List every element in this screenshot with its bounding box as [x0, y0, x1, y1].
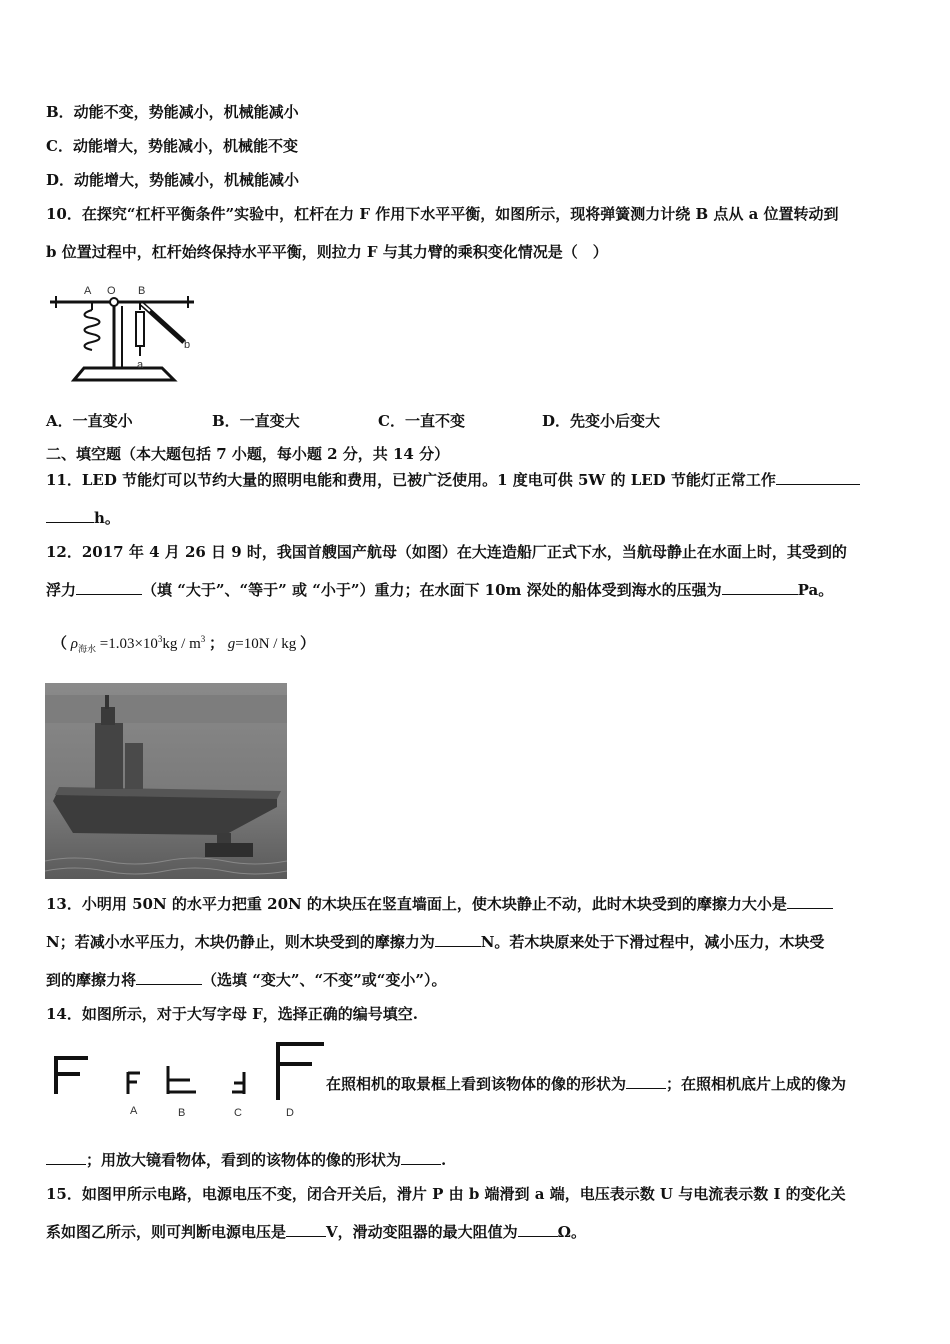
- letter-f-label-c: C: [234, 1107, 242, 1119]
- q12-text-a: 浮力: [46, 581, 77, 599]
- formula-g-value: =10N / kg: [235, 636, 297, 652]
- letter-f-option-c: [232, 1072, 244, 1094]
- letter-f-option-a: [128, 1072, 140, 1094]
- formula-density-unit: kg / m: [162, 636, 201, 652]
- lever-label-b-position: b: [184, 339, 191, 351]
- q14-blank-magnifier: [401, 1150, 441, 1165]
- q12-text-b: （填 “大于”、“等于” 或 “小于”）重力；在水面下 10m 深处的船体受到海水的压强为: [142, 581, 722, 599]
- q12-stem-line1: 12．2017 年 4 月 26 日 9 时，我国首艘国产航母（如图）在大连造船厂正式下水，当航母静止在水面上时，其受到的: [46, 543, 847, 561]
- q13-stem-line1: [46, 894, 833, 914]
- q13-blank-friction1: [787, 894, 833, 909]
- q11-unit: h。: [94, 509, 120, 527]
- q12-given-formula: [52, 632, 315, 655]
- letter-f-label-b: B: [178, 1107, 186, 1119]
- q11-blank-part1: [776, 470, 860, 485]
- q9-option-b: B．动能不变，势能减小，机械能减小: [46, 103, 299, 121]
- q10-option-b: B．一直变大: [212, 412, 300, 430]
- q13-text-2b: N。若木块原来处于下滑过程中，减小压力，木块受: [480, 933, 825, 951]
- letter-f-option-d: [278, 1042, 324, 1100]
- q14-text-2b: ；在照相机底片上成的像为: [666, 1075, 847, 1093]
- q13-stem-line3: [46, 970, 447, 990]
- q12-blank-buoyancy: [76, 580, 142, 595]
- formula-subscript: 海水: [77, 644, 96, 654]
- lever-label-o-point: O: [107, 285, 116, 297]
- q14-stem-line1: 14．如图所示，对于大写字母 F，选择正确的编号填空.: [46, 1005, 418, 1023]
- q11-stem-cont: [46, 508, 120, 528]
- q15-stem-line2: [46, 1222, 586, 1242]
- q10-option-d: D．先变小后变大: [542, 412, 661, 430]
- lever-label-a-point: A: [84, 285, 92, 297]
- q12-blank-pressure: [722, 580, 798, 595]
- aircraft-carrier-photo: [45, 683, 287, 879]
- q13-text-3b: （选填 “变大”、“不变”或“变小”）。: [202, 971, 447, 989]
- q15-text-2c: Ω。: [557, 1223, 587, 1241]
- formula-open-paren: （: [52, 636, 68, 652]
- q14-text-3a: ；用放大镜看物体，看到的该物体的像的形状为: [86, 1151, 402, 1169]
- q9-option-d: D．动能增大，势能减小，机械能减小: [46, 171, 300, 189]
- q13-text-2a: N；若减小水平压力，木块仍静止，则木块受到的摩擦力为: [46, 933, 435, 951]
- q14-text-3b: .: [441, 1151, 447, 1169]
- formula-separator: ；: [209, 636, 225, 652]
- q13-text-3a: 到的摩擦力将: [46, 971, 137, 989]
- letter-f-original: [56, 1056, 88, 1094]
- q10-stem-line1: 10．在探究“杠杆平衡条件”实验中，杠杆在力 F 作用下水平平衡，如图所示，现将弹簧测力计绕 B 点从 a 位置转动到: [46, 205, 839, 223]
- q14-blank-viewfinder: [626, 1074, 666, 1089]
- formula-close-paren: ）: [299, 636, 315, 652]
- letter-f-option-b: [168, 1066, 196, 1094]
- section-heading: 二、填空题（本大题包括 7 小题，每小题 2 分，共 14 分）: [46, 445, 450, 463]
- lever-label-a-position: a: [137, 359, 144, 371]
- q12-text-c: Pa。: [797, 581, 834, 599]
- q14-blank-film: [46, 1150, 86, 1165]
- q15-blank-resistance: [518, 1222, 558, 1237]
- q12-stem-line2: [46, 580, 833, 600]
- q11-blank-part2: [46, 508, 94, 523]
- lever-figure: [44, 276, 204, 386]
- letter-f-label-d: D: [286, 1107, 294, 1119]
- letter-f-figure: [46, 1036, 328, 1122]
- formula-exponent: 3: [157, 634, 163, 644]
- letter-f-label-a: A: [130, 1105, 138, 1117]
- q15-text-2a: 系如图乙所示，则可判断电源电压是: [46, 1223, 287, 1241]
- lever-label-b-point: B: [138, 285, 146, 297]
- q15-blank-voltage: [286, 1222, 326, 1237]
- q11-text: 11．LED 节能灯可以节约大量的照明电能和费用，已被广泛使用。1 度电可供 5W 的 LED 节能灯正常工作: [46, 471, 776, 489]
- q13-stem-line2: [46, 932, 824, 952]
- q10-option-c: C．一直不变: [378, 412, 465, 430]
- q10-stem-line2: b 位置过程中，杠杆始终保持水平平衡，则拉力 F 与其力臂的乘积变化情况是（ ）: [46, 243, 608, 261]
- formula-unit-exponent: 3: [200, 634, 206, 644]
- q13-blank-change: [136, 970, 202, 985]
- formula-density-value: =1.03×10: [99, 636, 158, 652]
- q15-text-2b: V，滑动变阻器的最大阻值为: [326, 1223, 518, 1241]
- formula-rho: ρ: [70, 636, 78, 652]
- q13-text-1: 13．小明用 50N 的水平力把重 20N 的木块压在竖直墙面上，使木块静止不动，此时木块受到的摩擦力大小是: [46, 895, 787, 913]
- q10-option-a: A．一直变小: [46, 412, 133, 430]
- q9-option-c: C．动能增大，势能减小，机械能不变: [46, 137, 298, 155]
- q14-stem-line2: [326, 1074, 846, 1094]
- q15-stem-line1: 15．如图甲所示电路，电源电压不变，闭合开关后，滑片 P 由 b 端滑到 a 端，电压表示数 U 与电流表示数 I 的变化关: [46, 1185, 846, 1203]
- q13-blank-friction2: [435, 932, 481, 947]
- q11-stem: [46, 470, 860, 490]
- q14-text-2a: 在照相机的取景框上看到该物体的像的形状为: [326, 1075, 627, 1093]
- formula-g: g: [227, 636, 236, 652]
- q14-stem-line3: [46, 1150, 446, 1170]
